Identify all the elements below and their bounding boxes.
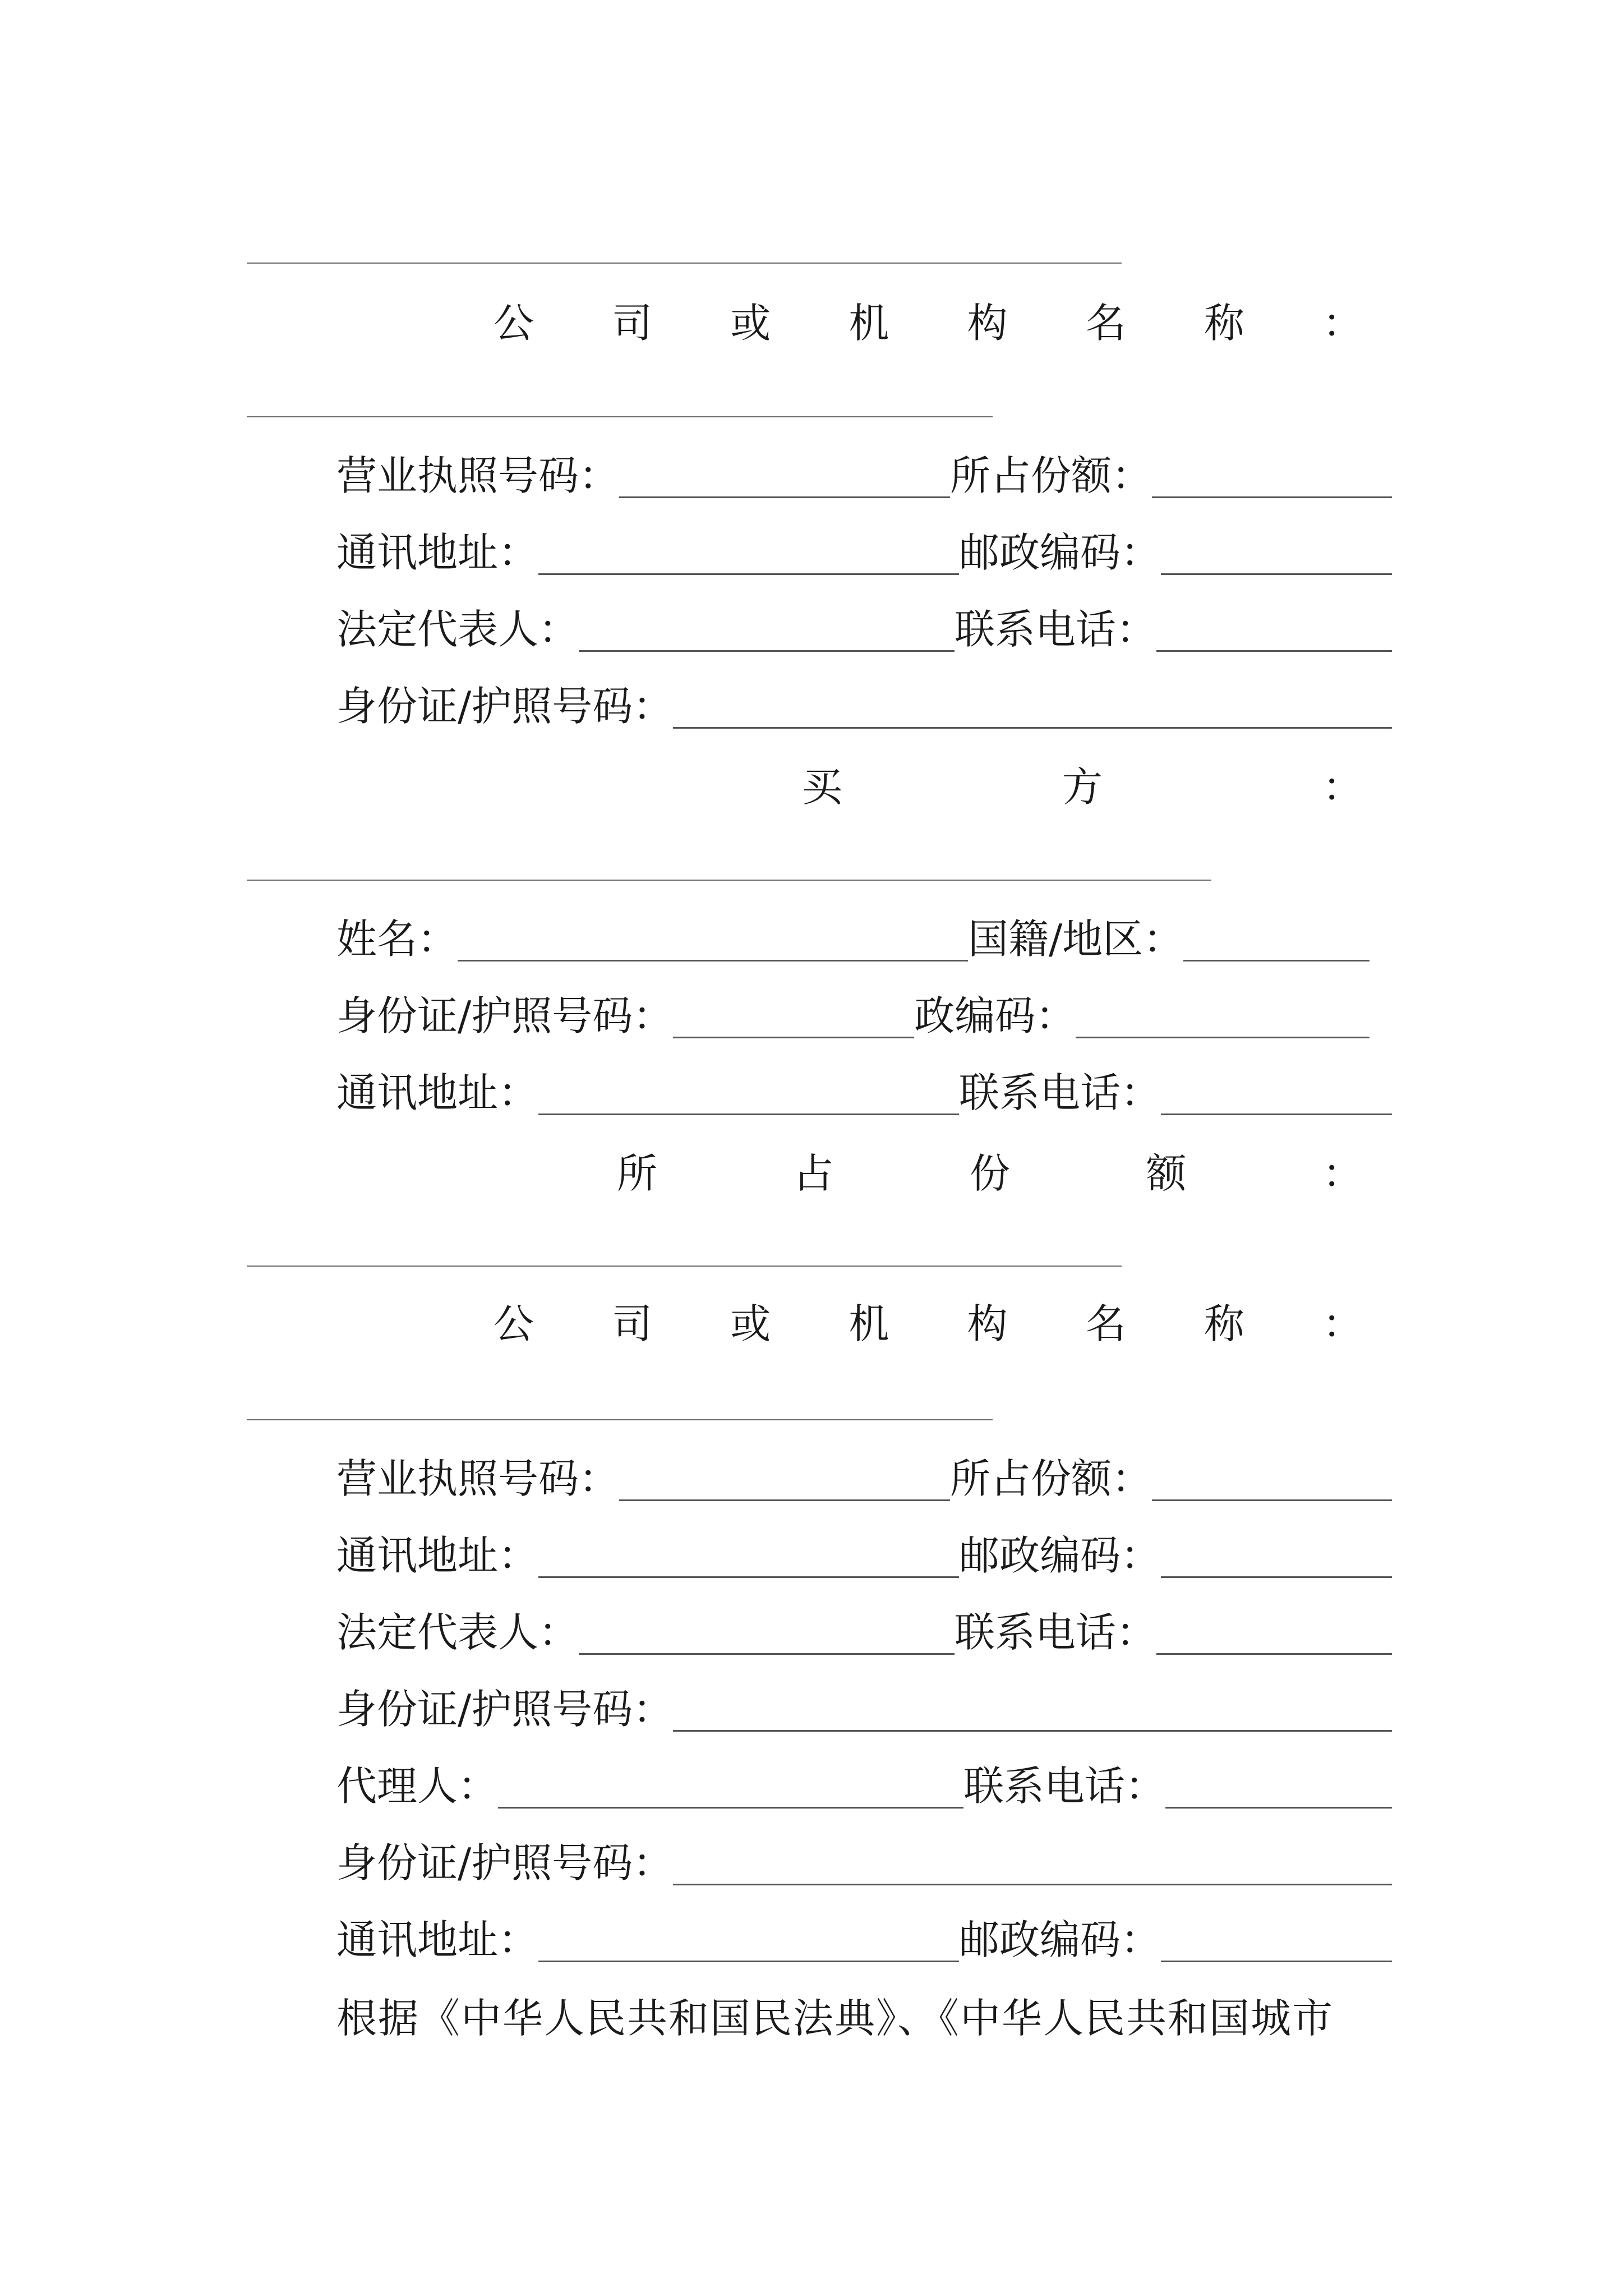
heading-char: 机 — [849, 1300, 889, 1347]
heading-char: 份 — [969, 1150, 1010, 1197]
buyer-field[interactable] — [247, 880, 1211, 881]
address-label: 通讯地址： — [336, 529, 539, 576]
id-field[interactable] — [673, 1696, 1392, 1732]
row-id-1 — [336, 674, 1392, 735]
heading-char: 额 — [1146, 1150, 1187, 1197]
heading-char: 司 — [612, 1300, 653, 1347]
legal-rep-label: 法定代表人： — [336, 1609, 579, 1656]
phone-label: 联系电话： — [955, 1609, 1157, 1656]
row-address-phone-buyer — [336, 1060, 1392, 1122]
nationality-label: 国籍/地区： — [968, 915, 1184, 963]
heading-char: 公 — [494, 1300, 534, 1347]
heading-char: 构 — [967, 300, 1008, 347]
heading-char: ： — [1322, 300, 1363, 347]
row-agent-phone — [336, 1754, 1392, 1815]
agent-phone-field[interactable] — [1165, 1773, 1392, 1809]
agent-id-label: 身份证/护照号码： — [336, 1839, 674, 1887]
share-field[interactable] — [247, 1266, 1122, 1267]
heading-char: ： — [1322, 1150, 1363, 1197]
share-label: 所占份额： — [950, 1455, 1152, 1502]
row-id-postcode-buyer — [336, 983, 1392, 1045]
company-name-field-1[interactable] — [247, 416, 993, 417]
company-name-heading-2 — [494, 1290, 1363, 1351]
row-legalrep-phone-1 — [336, 597, 1392, 659]
heading-char: 称 — [1204, 1300, 1244, 1347]
agent-label: 代理人： — [336, 1763, 499, 1810]
agent-address-label: 通讯地址： — [336, 1916, 539, 1963]
postcode-label: 邮政编码： — [959, 1532, 1161, 1579]
agent-address-field[interactable] — [538, 1927, 959, 1962]
heading-char: ： — [1322, 1300, 1363, 1347]
heading-char: 买 — [802, 763, 843, 811]
postcode-label: 政编码： — [914, 992, 1076, 1039]
phone-label: 联系电话： — [959, 1069, 1161, 1116]
address-label: 通讯地址： — [336, 1069, 539, 1116]
heading-char: 所 — [617, 1150, 658, 1197]
heading-char: 名 — [1085, 300, 1126, 347]
phone-label: 联系电话： — [955, 606, 1157, 653]
name-label: 姓名： — [336, 915, 458, 963]
agent-phone-label: 联系电话： — [963, 1763, 1166, 1810]
postcode-field[interactable] — [1076, 1003, 1370, 1038]
heading-char: 名 — [1085, 1300, 1126, 1347]
id-field[interactable] — [673, 1003, 914, 1038]
share-field[interactable] — [1152, 463, 1392, 498]
id-label: 身份证/护照号码： — [336, 992, 674, 1039]
row-agent-address-postcode — [336, 1907, 1392, 1969]
postcode-field[interactable] — [1161, 540, 1392, 575]
agent-postcode-label: 邮政编码： — [959, 1916, 1161, 1963]
share-label: 所占份额： — [950, 452, 1152, 499]
row-id-2 — [336, 1677, 1392, 1738]
license-label: 营业执照号码： — [336, 1455, 620, 1502]
address-label: 通讯地址： — [336, 1532, 539, 1579]
phone-field[interactable] — [1156, 1619, 1392, 1655]
heading-char: 或 — [730, 300, 771, 347]
heading-char: ： — [1322, 763, 1363, 811]
heading-char: 或 — [730, 1300, 771, 1347]
row-agent-id — [336, 1830, 1392, 1892]
postcode-label: 邮政编码： — [959, 529, 1161, 576]
legal-rep-label: 法定代表人： — [336, 606, 579, 653]
row-address-postcode-2 — [336, 1523, 1392, 1585]
agent-id-field[interactable] — [673, 1850, 1392, 1885]
phone-field[interactable] — [1156, 616, 1392, 652]
nationality-field[interactable] — [1183, 926, 1370, 961]
address-field[interactable] — [538, 1080, 959, 1115]
legal-rep-field[interactable] — [579, 1619, 955, 1655]
heading-char: 机 — [849, 300, 889, 347]
row-license-share-2 — [336, 1446, 1392, 1508]
license-field[interactable] — [619, 1466, 950, 1501]
postcode-field[interactable] — [1161, 1543, 1392, 1578]
id-field[interactable] — [673, 693, 1392, 729]
address-field[interactable] — [538, 540, 959, 575]
address-field[interactable] — [538, 1543, 959, 1578]
company-name-field-2[interactable] — [247, 1419, 993, 1420]
row-license-share-1 — [336, 443, 1392, 505]
legal-basis-paragraph: 根据《中华人民共和国民法典》、《中华人民共和国城市 — [336, 1995, 1334, 2042]
top-blank-line — [247, 263, 1122, 264]
id-label: 身份证/护照号码： — [336, 1686, 674, 1733]
heading-char: 公 — [494, 300, 534, 347]
buyer-heading — [802, 753, 1363, 815]
heading-char: 称 — [1204, 300, 1244, 347]
agent-field[interactable] — [498, 1773, 963, 1809]
license-field[interactable] — [619, 463, 950, 498]
legal-rep-field[interactable] — [579, 616, 955, 652]
id-label: 身份证/护照号码： — [336, 683, 674, 730]
phone-field[interactable] — [1161, 1080, 1392, 1115]
license-label: 营业执照号码： — [336, 452, 620, 499]
row-name-nationality — [336, 907, 1392, 968]
agent-postcode-field[interactable] — [1161, 1927, 1392, 1962]
heading-char: 构 — [967, 1300, 1008, 1347]
heading-char: 司 — [612, 300, 653, 347]
share-heading — [617, 1139, 1363, 1201]
row-legalrep-phone-2 — [336, 1600, 1392, 1662]
row-address-postcode-1 — [336, 520, 1392, 582]
company-name-heading-1 — [494, 289, 1363, 351]
heading-char: 占 — [793, 1150, 834, 1197]
name-field[interactable] — [458, 926, 968, 961]
share-field[interactable] — [1152, 1466, 1392, 1501]
heading-char: 方 — [1062, 763, 1103, 811]
